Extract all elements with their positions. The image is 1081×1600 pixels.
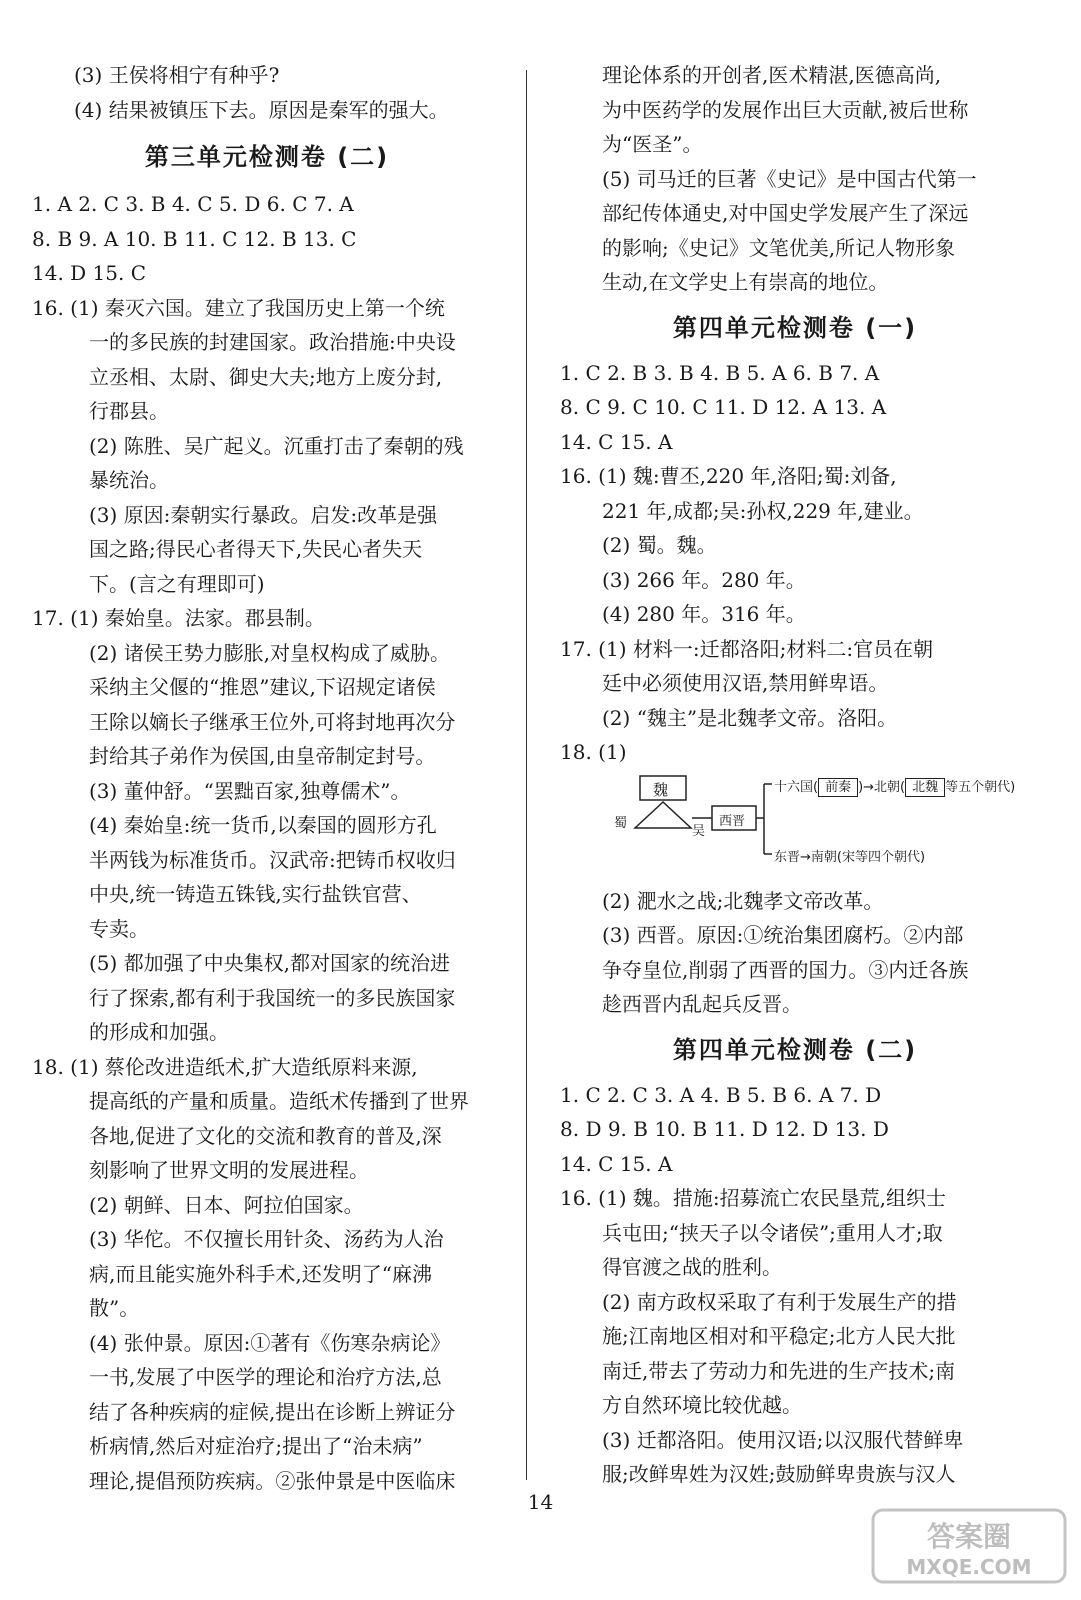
text-line: 1. C 2. C 3. A 4. B 5. B 6. A 7. D (560, 1082, 882, 1107)
text-line: 生动,在文学史上有崇高的地位。 (602, 270, 889, 294)
text-line: (4) 秦始皇:统一货币,以秦国的圆形方孔 (89, 813, 437, 837)
text-line: (3) 西晋。原因:①统治集团腐朽。②内部 (602, 923, 964, 947)
text-line: 17. (1) 秦始皇。法家。郡县制。 (32, 606, 325, 630)
text-line: 14. C 15. A (560, 429, 673, 454)
text-line: 下。(言之有理即可) (89, 571, 265, 596)
page-number: 14 (527, 1490, 554, 1514)
diagram-beiwei: 北魏 (905, 778, 945, 797)
text-line: (2) 诸侯王势力膨胀,对皇权构成了威胁。 (89, 640, 451, 665)
text-line: 立丞相、太尉、御史大夫;地方上废分封, (89, 364, 443, 389)
diagram-wu: 吴 (692, 823, 706, 839)
text-line: (3) 原因:秦朝实行暴政。启发:改革是强 (89, 502, 438, 527)
svg-text:MXQE.COM: MXQE.COM (906, 1555, 1032, 1579)
text-line: 1. A 2. C 3. B 4. C 5. D 6. C 7. A (32, 192, 354, 216)
column-divider (526, 70, 527, 1480)
text-line: 各地,促进了文化的交流和教育的普及,深 (89, 1123, 442, 1148)
text-line: 一的多民族的封建国家。政治措施:中央设 (89, 330, 456, 354)
text-line: (4) 280 年。316 年。 (602, 602, 806, 626)
text-line: 析病情,然后对症治疗;提出了“治未病” (89, 1434, 423, 1458)
diagram-xijin: 西晋 (719, 813, 746, 829)
diagram-wei: 魏 (653, 780, 669, 799)
watermark-logo (869, 1506, 1069, 1586)
text-line: 18. (1) (560, 740, 627, 764)
text-line: 中央,统一铸造五铢钱,实行盐铁官营、 (89, 882, 422, 906)
text-line: (3) 董仲舒。“罢黜百家,独尊儒术”。 (89, 778, 411, 803)
text-line: 采纳主父偃的“推恩”建议,下诏规定诸侯 (89, 675, 436, 699)
text-line: 服;改鲜卑姓为汉姓;鼓励鲜卑贵族与汉人 (602, 1462, 956, 1486)
text-line: (2) “魏主”是北魏孝文帝。洛阳。 (602, 705, 898, 730)
diagram-sixteen: 十六国( (774, 779, 819, 795)
svg-text:答案圈: 答案圈 (926, 1520, 1012, 1553)
text-line: (4) 结果被镇压下去。原因是秦军的强大。 (74, 97, 449, 122)
text-line: (5) 司马迁的巨著《史记》是中国古代第一 (602, 166, 977, 191)
right-top-block (560, 58, 1030, 770)
section-heading: 第三单元检测卷 (二) (144, 143, 390, 171)
text-line: (2) 南方政权采取了有利于发展生产的措 (602, 1289, 957, 1314)
text-line: 散”。 (89, 1296, 140, 1320)
section-heading: 第四单元检测卷 (一) (672, 313, 918, 342)
dynasty-diagram (600, 770, 1030, 884)
text-line: 的形成和加强。 (89, 1020, 229, 1044)
text-line: (2) 淝水之战;北魏孝文帝改革。 (602, 888, 884, 913)
diagram-tail1: 等五个朝代) (945, 779, 1016, 795)
text-line: 17. (1) 材料一:迁都洛阳;材料二:官员在朝 (560, 636, 934, 661)
section-heading: 第四单元检测卷 (二) (672, 1035, 918, 1064)
text-line: 行了探索,都有利于我国统一的多民族国家 (89, 985, 456, 1010)
text-line: 专卖。 (89, 916, 149, 941)
text-line: 8. B 9. A 10. B 11. C 12. B 13. C (32, 226, 357, 251)
text-line: 8. D 9. B 10. B 11. D 12. D 13. D (560, 1117, 889, 1141)
text-line: (2) 朝鲜、日本、阿拉伯国家。 (89, 1192, 364, 1217)
text-line: 国之路;得民心者得天下,失民心者失天 (89, 537, 423, 561)
text-line: 半两钱为标准货币。汉武帝:把铸币权收归 (89, 847, 456, 872)
text-line: 方自然环境比较优越。 (602, 1393, 802, 1417)
diagram-north-branch (774, 776, 1015, 795)
text-line: (3) 266 年。280 年。 (602, 567, 806, 592)
right-column (560, 58, 1030, 1492)
text-line: 16. (1) 秦灭六国。建立了我国历史上第一个统 (32, 295, 445, 320)
text-line: 行郡县。 (89, 399, 169, 423)
text-line: 得官渡之战的胜利。 (602, 1255, 782, 1279)
text-line: 刻影响了世界文明的发展进程。 (89, 1158, 369, 1182)
text-line: 南迁,带去了劳动力和先进的生产技术;南 (602, 1358, 956, 1383)
text-line: (5) 都加强了中央集权,都对国家的统治进 (89, 951, 451, 975)
text-line: 争夺皇位,削弱了西晋的国力。③内迁各族 (602, 957, 969, 982)
text-line: (2) 蜀。魏。 (602, 533, 717, 557)
text-line: 王除以嫡长子继承王位外,可将封地再次分 (89, 709, 456, 734)
text-line: 结了各种疾病的症候,提出在诊断上辨证分 (89, 1399, 456, 1424)
text-line: (3) 迁都洛阳。使用汉语;以汉服代替鲜卑 (602, 1427, 964, 1452)
text-line: 8. C 9. C 10. C 11. D 12. A 13. A (560, 395, 887, 419)
diagram-shu: 蜀 (614, 815, 628, 831)
text-line: 一书,发展了中医学的理论和治疗方法,总 (89, 1365, 442, 1389)
text-line: (2) 陈胜、吴广起义。沉重打击了秦朝的残 (89, 433, 464, 458)
text-line: 廷中必须使用汉语,禁用鲜卑语。 (602, 671, 889, 695)
text-line: 18. (1) 蔡伦改进造纸术,扩大造纸原料来源, (32, 1054, 418, 1079)
text-line: 趁西晋内乱起兵反晋。 (602, 992, 802, 1016)
text-line: 病,而且能实施外科手术,还发明了“麻沸 (89, 1261, 432, 1286)
text-line: (4) 张仲景。原因:①著有《伤寒杂病论》 (89, 1330, 451, 1355)
right-bottom-block (560, 884, 1030, 1492)
text-line: 的影响;《史记》文笔优美,所记人物形象 (602, 235, 956, 260)
text-line: 理论体系的开创者,医术精湛,医德高尚, (602, 63, 942, 87)
text-line: 1. C 2. B 3. B 4. B 5. A 6. B 7. A (560, 360, 880, 385)
diagram-south-branch: 东晋→南朝(宋等四个朝代) (774, 849, 926, 865)
text-line: 施;江南地区相对和平稳定;北方人民大批 (602, 1324, 956, 1348)
text-line: 为中医药学的发展作出巨大贡献,被后世称 (602, 97, 969, 122)
diagram-qianqin: 前秦 (818, 778, 858, 797)
text-line: 提高纸的产量和质量。造纸术传播到了世界 (89, 1089, 469, 1113)
left-column (32, 58, 502, 1498)
text-line: 14. C 15. A (560, 1151, 673, 1176)
text-line: 16. (1) 魏:曹丕,220 年,洛阳;蜀:刘备, (560, 464, 897, 488)
text-line: 兵屯田;“挟天子以令诸侯”;重用人才;取 (602, 1220, 943, 1245)
text-line: (3) 王侯将相宁有种乎? (74, 63, 280, 87)
text-line: 221 年,成都;吴:孙权,229 年,建业。 (602, 498, 924, 523)
text-line: 14. D 15. C (32, 261, 147, 285)
text-line: 暴统治。 (89, 468, 169, 492)
text-line: 为“医圣”。 (602, 132, 703, 156)
text-line: 16. (1) 魏。措施:招募流亡农民垦荒,组织士 (560, 1186, 946, 1210)
text-line: 封给其子弟作为侯国,由皇帝制定封号。 (89, 744, 436, 768)
text-line: 理论,提倡预防疾病。②张仲景是中医临床 (89, 1468, 456, 1493)
diagram-arrow1: )→北朝( (858, 779, 906, 795)
text-line: (3) 华佗。不仅擅长用针灸、汤药为人治 (89, 1227, 444, 1251)
text-line: 部纪传体通史,对中国史学发展产生了深远 (602, 201, 969, 225)
